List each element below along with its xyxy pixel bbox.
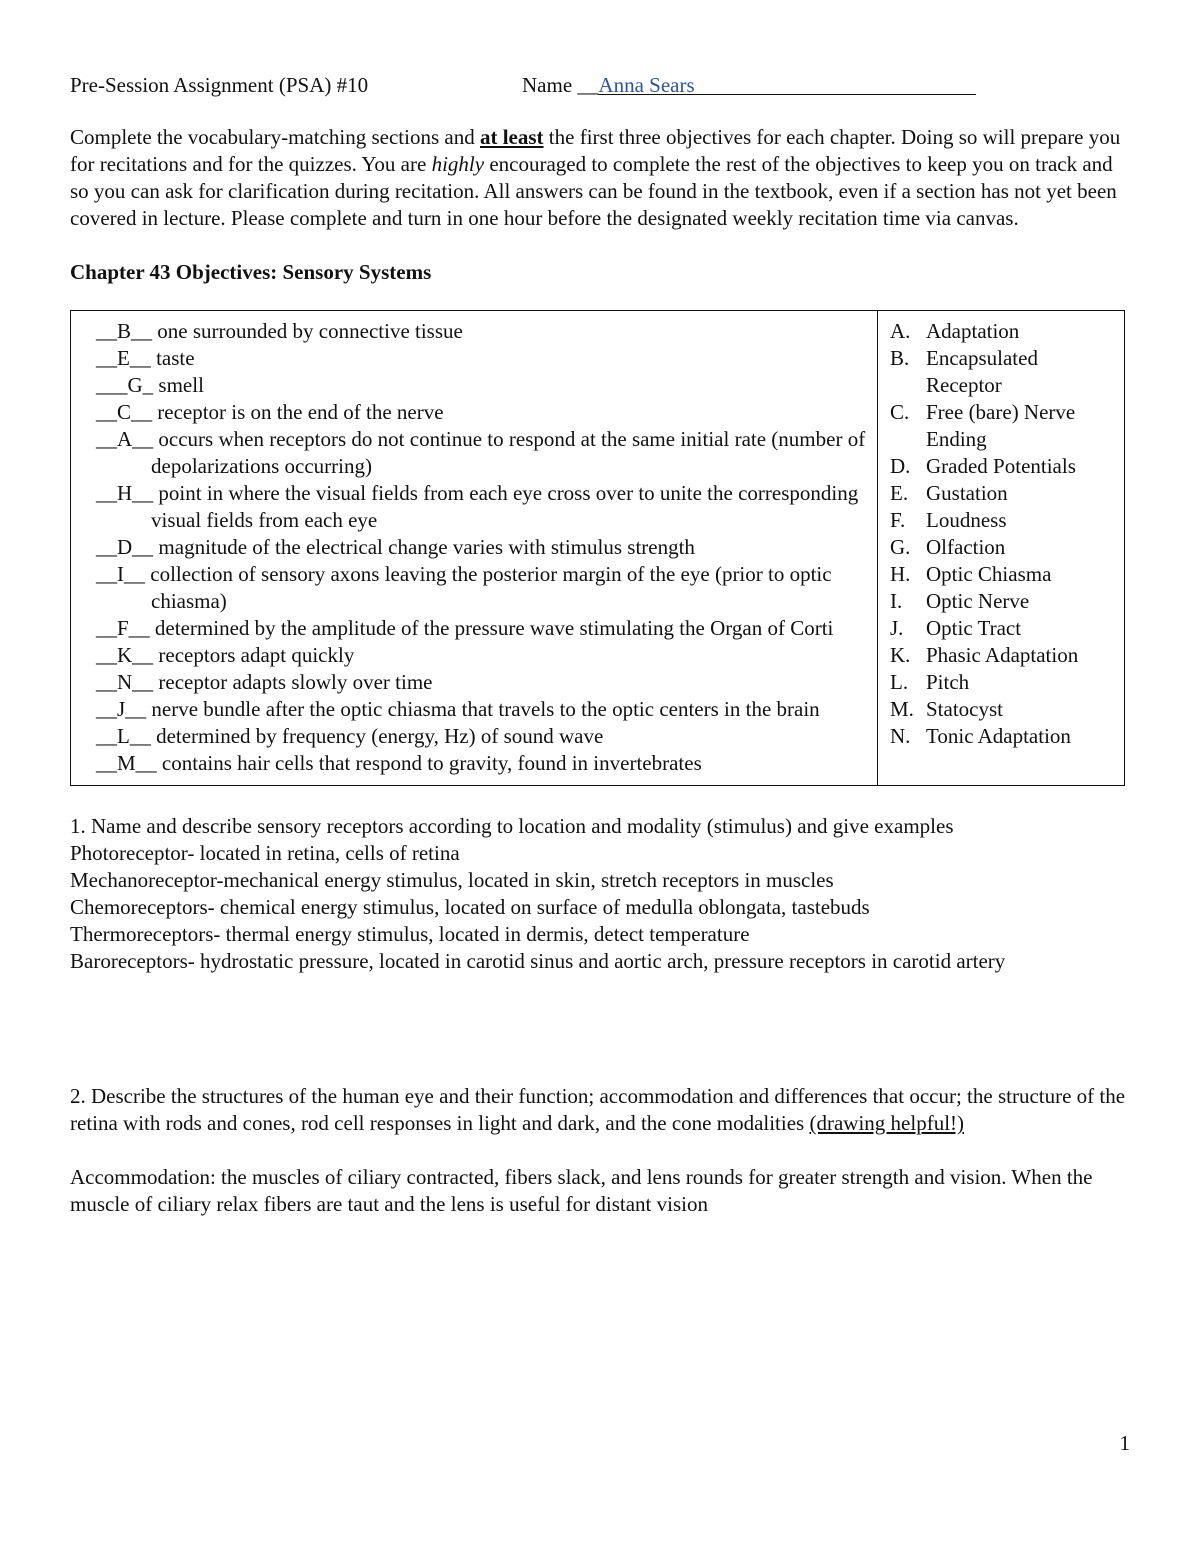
term-option bbox=[890, 534, 1116, 561]
term-option bbox=[890, 669, 1116, 696]
answer-line: Baroreceptors- hydrostatic pressure, located in carotid sinus and aortic arch, pressure receptors in carotid artery bbox=[70, 949, 1006, 973]
matching-definitions bbox=[71, 311, 878, 786]
name-underline bbox=[598, 72, 976, 95]
term-text: Free (bare) Nerve Ending bbox=[926, 400, 1076, 451]
term-option bbox=[890, 723, 1116, 750]
matching-item: __B__ one surrounded by connective tissue bbox=[96, 319, 463, 343]
term-option bbox=[890, 345, 1116, 399]
term-letter: D. bbox=[890, 454, 911, 478]
question-1 bbox=[70, 813, 1130, 975]
chapter-title: Chapter 43 Objectives: Sensory Systems bbox=[70, 260, 432, 284]
question-1-prompt: 1. Name and describe sensory receptors according to location and modality (stimulus) and give examples bbox=[70, 814, 954, 838]
matching-item: __E__ taste bbox=[96, 346, 195, 370]
matching-item: __H__ point in where the visual fields from each eye cross over to unite the corresponding visual fields from each eye bbox=[96, 481, 859, 532]
term-letter: E. bbox=[890, 481, 909, 505]
term-option bbox=[890, 453, 1116, 480]
term-option bbox=[890, 588, 1116, 615]
term-text: Olfaction bbox=[926, 535, 1006, 559]
matching-item: __C__ receptor is on the end of the nerve bbox=[96, 400, 444, 424]
name-field bbox=[522, 72, 976, 99]
matching-item: __N__ receptor adapts slowly over time bbox=[96, 670, 433, 694]
term-option bbox=[890, 399, 1116, 453]
term-text: Optic Nerve bbox=[926, 589, 1030, 613]
term-letter: A. bbox=[890, 319, 911, 343]
intro-part1: Complete the vocabulary-matching sections and bbox=[70, 125, 480, 149]
term-letter: G. bbox=[890, 535, 911, 559]
term-text: Pitch bbox=[926, 670, 970, 694]
matching-item: __J__ nerve bundle after the optic chiasma that travels to the optic centers in the brain bbox=[96, 697, 820, 721]
intro-part3: encouraged to complete the rest of the objectives to keep you on track and so you can ask for clarification during recitation. All answers can be found in the textbook, even if a section has not yet been covered in lecture. Please complete and turn in one hour before the designated weekly recitation time via canvas. bbox=[70, 152, 1117, 230]
term-text: Statocyst bbox=[926, 697, 1003, 721]
name-label: Name __ bbox=[522, 73, 599, 97]
intro-part2: the first three objectives for each chapter. Doing so will prepare you for recitations and for the quizzes. You are bbox=[70, 125, 1121, 176]
term-option bbox=[890, 696, 1116, 723]
term-option bbox=[890, 318, 1116, 345]
question-2 bbox=[70, 1083, 1130, 1218]
matching-item: __F__ determined by the amplitude of the pressure wave stimulating the Organ of Corti bbox=[96, 616, 834, 640]
matching-item: __L__ determined by frequency (energy, Hz) of sound wave bbox=[96, 724, 604, 748]
matching-item: __K__ receptors adapt quickly bbox=[96, 643, 355, 667]
term-letter: F. bbox=[890, 508, 906, 532]
term-text: Tonic Adaptation bbox=[926, 724, 1071, 748]
instructions bbox=[70, 124, 1130, 232]
name-value: Anna Sears bbox=[598, 73, 695, 97]
term-option bbox=[890, 615, 1116, 642]
term-text: Graded Potentials bbox=[926, 454, 1076, 478]
term-letter: H. bbox=[890, 562, 911, 586]
term-text: Phasic Adaptation bbox=[926, 643, 1079, 667]
matching-item: __A__ occurs when receptors do not continue to respond at the same initial rate (number of depolarizations occurring) bbox=[96, 427, 866, 478]
vocab-matching-table bbox=[70, 310, 1125, 786]
term-option bbox=[890, 561, 1116, 588]
term-text: Gustation bbox=[926, 481, 1008, 505]
intro-italic: highly bbox=[431, 152, 485, 176]
term-option bbox=[890, 642, 1116, 669]
answer-line: Thermoreceptors- thermal energy stimulus, located in dermis, detect temperature bbox=[70, 922, 750, 946]
matching-terms bbox=[878, 311, 1125, 786]
question-2-prompt bbox=[70, 1083, 1130, 1137]
question-2-text: 2. Describe the structures of the human eye and their function; accommodation and differences that occur; the structure of the retina with rods and cones, rod cell responses in light and dark, and the cone modalities bbox=[70, 1084, 1126, 1135]
question-2-answer: Accommodation: the muscles of ciliary contracted, fibers slack, and lens rounds for greater strength and vision. When the muscle of ciliary relax fibers are taut and the lens is useful for distant vision bbox=[70, 1165, 1093, 1216]
header bbox=[70, 72, 1130, 102]
answer-line: Chemoreceptors- chemical energy stimulus, located on surface of medulla oblongata, tastebuds bbox=[70, 895, 870, 919]
term-letter: M. bbox=[890, 697, 914, 721]
term-text: Optic Chiasma bbox=[926, 562, 1052, 586]
term-letter: N. bbox=[890, 724, 911, 748]
term-letter: I. bbox=[890, 589, 903, 613]
term-letter: K. bbox=[890, 643, 911, 667]
intro-emphasis: at least bbox=[479, 125, 544, 149]
term-text: Optic Tract bbox=[926, 616, 1022, 640]
term-letter: J. bbox=[890, 616, 904, 640]
term-option bbox=[890, 480, 1116, 507]
matching-item: __D__ magnitude of the electrical change varies with stimulus strength bbox=[96, 535, 695, 559]
term-text: Loudness bbox=[926, 508, 1007, 532]
drawing-hint: (drawing helpful!) bbox=[809, 1111, 965, 1135]
assignment-title: Pre-Session Assignment (PSA) #10 bbox=[70, 73, 369, 97]
term-letter: L. bbox=[890, 670, 909, 694]
document-page bbox=[70, 72, 1130, 1218]
answer-line: Photoreceptor- located in retina, cells of retina bbox=[70, 841, 460, 865]
matching-item: __M__ contains hair cells that respond to gravity, found in invertebrates bbox=[96, 751, 702, 775]
matching-item: __I__ collection of sensory axons leaving the posterior margin of the eye (prior to optic chiasma) bbox=[96, 562, 832, 613]
term-option bbox=[890, 507, 1116, 534]
term-text: Encapsulated Receptor bbox=[926, 346, 1038, 397]
term-letter: B. bbox=[890, 346, 910, 370]
term-text: Adaptation bbox=[926, 319, 1020, 343]
page-number: 1 bbox=[1119, 1431, 1130, 1455]
term-letter: C. bbox=[890, 400, 910, 424]
answer-line: Mechanoreceptor-mechanical energy stimulus, located in skin, stretch receptors in muscles bbox=[70, 868, 834, 892]
matching-item: ___G_ smell bbox=[96, 373, 204, 397]
